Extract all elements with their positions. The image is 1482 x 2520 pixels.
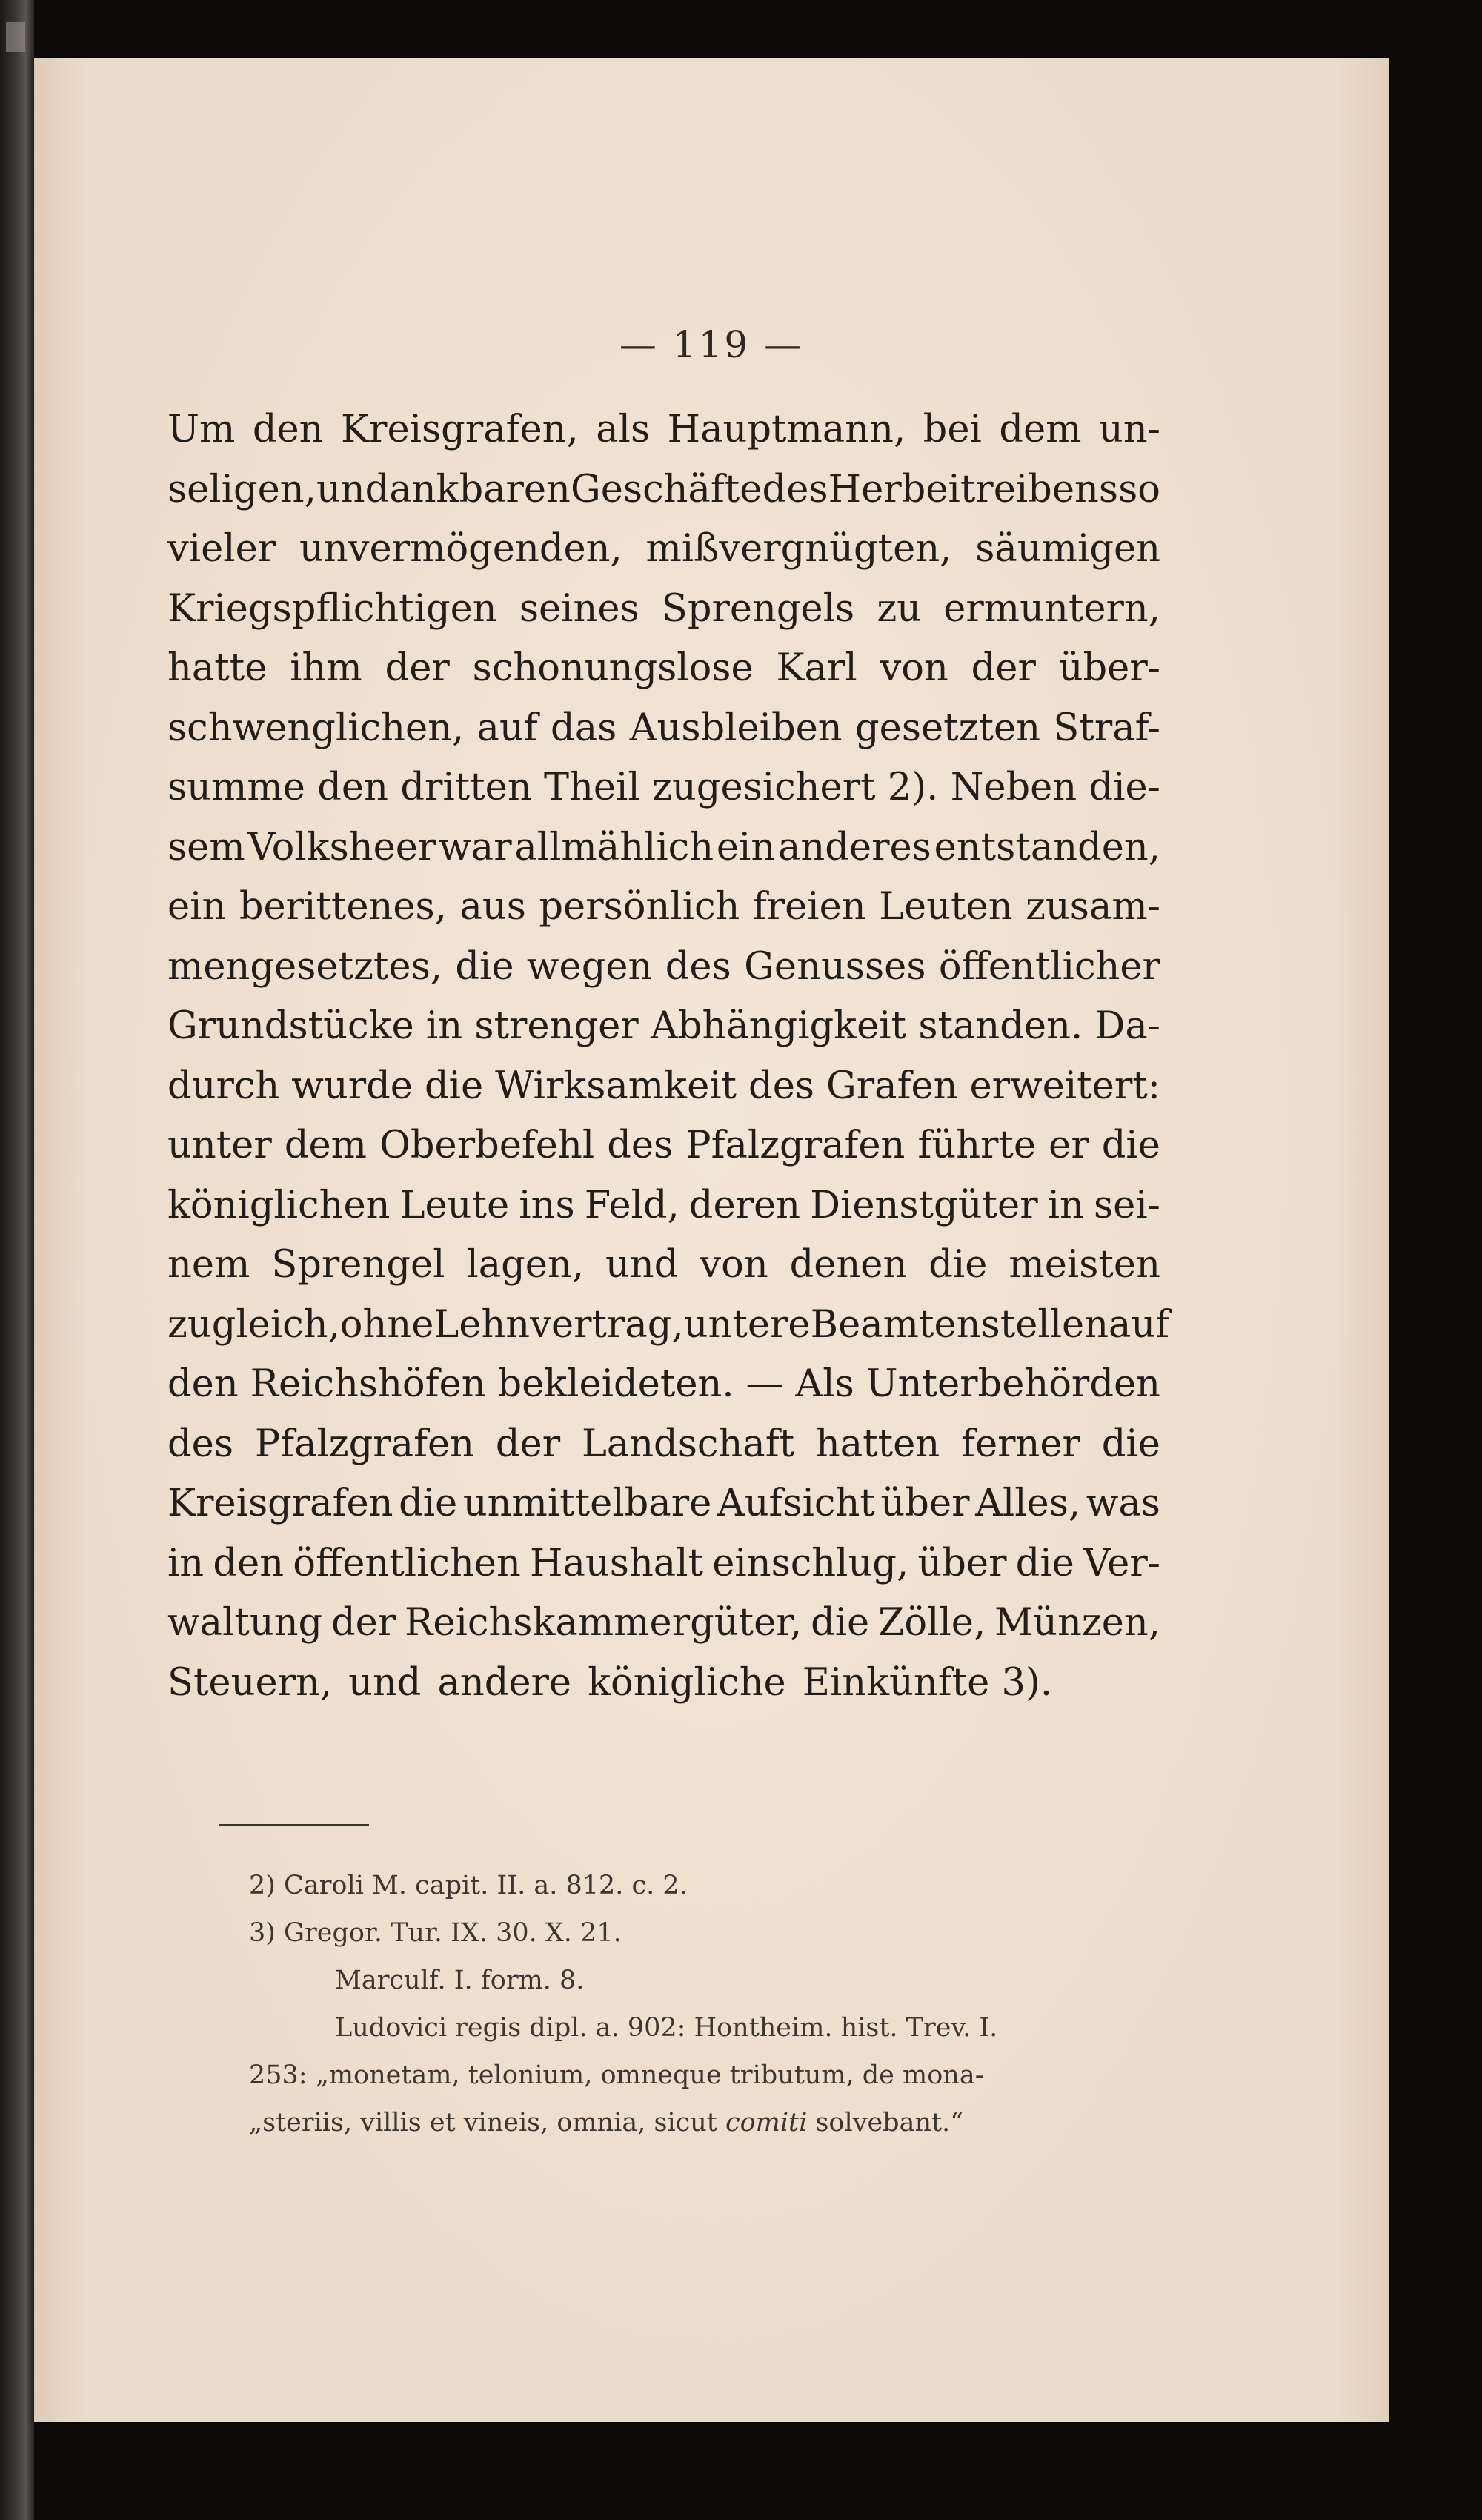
word: des	[167, 1422, 234, 1466]
word: anderes	[778, 825, 931, 869]
text-line	[167, 520, 1160, 580]
text-line	[167, 758, 1160, 818]
word: mißvergnügten,	[645, 527, 952, 571]
word: Ver-	[1083, 1541, 1160, 1585]
word: königliche	[588, 1660, 786, 1705]
text-line	[167, 460, 1160, 520]
text-line	[167, 1594, 1160, 1654]
text-line	[167, 1474, 1160, 1534]
word: den	[213, 1541, 285, 1585]
word: entstanden,	[934, 825, 1160, 869]
word: Wirksamkeit	[495, 1064, 737, 1108]
word: berittenes,	[239, 885, 447, 929]
footnote-3-line-1: 3) Gregor. Tur. IX. 30. X. 21.	[249, 1918, 622, 1948]
word: der	[971, 646, 1036, 690]
word: unter	[167, 1124, 272, 1167]
word: Sprengels	[661, 586, 855, 631]
word: Pfalzgrafen	[254, 1422, 474, 1466]
footnote-3-line-5-end: solvebant.“	[815, 2108, 964, 2138]
word: Feld,	[584, 1183, 679, 1227]
word: die	[928, 1243, 988, 1287]
text-line	[167, 580, 1160, 640]
word: Kreisgrafen,	[341, 408, 579, 451]
word: die	[1101, 1422, 1160, 1466]
word: schonungslose	[472, 646, 754, 690]
word: schwenglichen,	[167, 706, 465, 750]
text-line	[167, 400, 1160, 460]
book-spine-edge	[0, 0, 34, 2520]
word: des	[748, 1064, 815, 1108]
footnote-2: 2) Caroli M. capit. II. a. 812. c. 2.	[249, 1871, 688, 1900]
word: bei	[923, 408, 982, 451]
word: bekleideten.	[497, 1362, 734, 1406]
word: Haushalt	[530, 1541, 704, 1585]
word: zu	[877, 586, 922, 631]
word: den	[167, 1362, 239, 1406]
word: in	[1047, 1183, 1084, 1227]
book-page	[34, 58, 1389, 2422]
text-line	[167, 818, 1160, 878]
word: Abhängigkeit	[650, 1004, 907, 1048]
word: ohne	[339, 1302, 434, 1347]
word: Zölle,	[878, 1601, 986, 1645]
word: auf	[1109, 1302, 1170, 1347]
word: des	[762, 467, 828, 511]
text-line	[167, 639, 1160, 699]
word: lagen,	[466, 1243, 585, 1287]
word: so	[1118, 467, 1160, 511]
word: unmittelbare	[462, 1482, 712, 1525]
word: Straf-	[1053, 706, 1160, 750]
word: Als	[795, 1362, 854, 1406]
word: was	[1086, 1482, 1160, 1525]
word: des	[665, 944, 731, 989]
text-line	[167, 1654, 1160, 1714]
word: un-	[1099, 408, 1160, 451]
word: führte	[917, 1124, 1037, 1167]
text-line	[167, 1057, 1160, 1117]
word: summe	[167, 766, 305, 809]
word: Sprengel	[271, 1243, 445, 1287]
word: der	[385, 646, 450, 690]
word: deren	[688, 1183, 801, 1227]
word: aus	[459, 885, 526, 929]
text-line	[167, 1296, 1170, 1356]
word: ein	[716, 825, 776, 869]
word: die	[811, 1601, 870, 1645]
text-line	[167, 699, 1160, 759]
word: Reichshöfen	[250, 1362, 486, 1406]
word: Oberbefehl	[379, 1124, 595, 1167]
word: —	[745, 1362, 784, 1406]
word: unvermögenden,	[299, 527, 622, 571]
text-line	[167, 997, 1160, 1057]
word: sem	[167, 825, 245, 869]
word: der	[331, 1601, 396, 1645]
word: Da-	[1094, 1004, 1160, 1048]
word: dem	[284, 1124, 368, 1167]
text-line	[167, 1355, 1160, 1415]
word: öffentlichen	[293, 1541, 521, 1585]
word: dem	[999, 408, 1082, 451]
word: in	[425, 1004, 463, 1048]
word: waltung	[167, 1601, 323, 1645]
word: Landschaft	[581, 1422, 795, 1466]
word: königlichen	[167, 1183, 391, 1227]
word: Grafen	[826, 1064, 958, 1108]
word: ins	[519, 1183, 575, 1227]
word: Leuten	[879, 885, 1013, 929]
word: die	[455, 944, 514, 989]
word: von	[700, 1243, 768, 1287]
word: Alles,	[975, 1482, 1081, 1525]
word: persönlich	[539, 885, 740, 929]
word: hatten	[815, 1422, 940, 1466]
word: wurde	[291, 1064, 413, 1108]
word: Genusses	[744, 944, 926, 989]
word: allmählich	[514, 825, 714, 869]
word: auf	[476, 706, 538, 750]
footnotes	[249, 1862, 1175, 2146]
word: Einkünfte 3).	[802, 1660, 1053, 1705]
word: die	[1101, 1124, 1160, 1167]
word: denen	[789, 1243, 908, 1287]
word: erweitert:	[969, 1064, 1160, 1108]
word: Münzen,	[994, 1601, 1160, 1645]
text-line	[167, 1176, 1160, 1236]
text-line	[167, 878, 1160, 938]
word: untere	[683, 1302, 811, 1347]
word: Steuern,	[167, 1660, 333, 1705]
word: das	[551, 706, 617, 750]
word: säumigen	[975, 527, 1160, 571]
word: öffentlicher	[938, 944, 1160, 989]
footnote-3-line-5	[249, 2099, 1175, 2146]
word: die	[424, 1064, 484, 1108]
word: Leute	[399, 1183, 510, 1227]
page-number: — 119 —	[619, 323, 804, 366]
word: andere	[437, 1660, 572, 1705]
word: Karl	[776, 646, 857, 690]
text-line	[167, 1534, 1160, 1594]
word: zugesichert 2).	[652, 766, 939, 809]
word: des	[607, 1124, 674, 1167]
word: und	[605, 1243, 679, 1287]
body-text	[167, 400, 1170, 1713]
footnote-3-line-2: Marculf. I. form. 8.	[335, 1966, 585, 1995]
word: ihm	[290, 646, 362, 690]
word: hatte	[167, 646, 268, 690]
text-line	[167, 1415, 1160, 1475]
word: zusam-	[1026, 885, 1160, 929]
word: und	[348, 1660, 422, 1705]
word: Herbeitreibens	[828, 467, 1119, 511]
word: einschlug,	[712, 1541, 909, 1585]
word: Theil	[544, 766, 640, 809]
word: die-	[1089, 766, 1160, 809]
spine-highlight	[6, 22, 25, 52]
word: standen.	[918, 1004, 1083, 1048]
word: Volksheer	[247, 825, 436, 869]
word: den	[317, 766, 388, 809]
word: über	[880, 1482, 970, 1525]
word: vieler	[167, 527, 276, 571]
text-line	[167, 1236, 1160, 1296]
word: durch	[167, 1064, 280, 1108]
word: Ausbleiben	[629, 706, 843, 750]
word: von	[880, 646, 948, 690]
word: ermuntern,	[943, 586, 1160, 631]
word: Lehnvertrag,	[433, 1302, 684, 1347]
word: der	[495, 1422, 561, 1466]
word: über-	[1058, 646, 1160, 690]
word: ferner	[961, 1422, 1080, 1466]
word: seines	[519, 586, 639, 631]
word: Um	[167, 408, 236, 451]
word: Pfalzgrafen	[685, 1124, 906, 1167]
word: undankbaren	[316, 467, 571, 511]
word: in	[167, 1541, 205, 1585]
word: er	[1049, 1124, 1089, 1167]
text-line	[167, 938, 1160, 998]
word: meisten	[1009, 1243, 1160, 1287]
word: als	[596, 408, 651, 451]
word: Unterbehörden	[865, 1362, 1160, 1406]
word: nem	[167, 1243, 250, 1287]
word: gesetzten	[854, 706, 1041, 750]
word: ein	[167, 885, 227, 929]
word: Hauptmann,	[667, 408, 906, 451]
word: den	[252, 408, 324, 451]
word: sei-	[1094, 1183, 1160, 1227]
word: war	[439, 825, 512, 869]
word: freien	[752, 885, 866, 929]
word: Reichskammergüter,	[405, 1601, 803, 1645]
word: zugleich,	[167, 1302, 340, 1347]
footnote-3-line-4: 253: „monetam, telonium, omneque tributum, de mona-	[249, 2060, 984, 2090]
word: strenger	[474, 1004, 639, 1048]
word: über	[917, 1541, 1007, 1585]
word: Geschäfte	[571, 467, 762, 511]
footnote-3-line-3: Ludovici regis dipl. a. 902: Hontheim. hist. Trev. I.	[335, 2013, 998, 2043]
word: Kriegspflichtigen	[167, 586, 497, 631]
word: Dienstgüter	[810, 1183, 1038, 1227]
footnote-3-line-5-text: „steriis, villis et vineis, omnia, sicut	[249, 2108, 717, 2138]
word: Neben	[950, 766, 1077, 809]
footnote-3-line-5-italic: comiti	[725, 2108, 808, 2138]
word: Kreisgrafen	[167, 1482, 393, 1525]
text-line	[167, 1116, 1160, 1176]
word: dritten	[400, 766, 532, 809]
word: wegen	[526, 944, 653, 989]
word: Beamtenstellen	[810, 1302, 1109, 1347]
word: mengesetztes,	[167, 944, 442, 989]
word: Grundstücke	[167, 1004, 414, 1048]
word: die	[1015, 1541, 1074, 1585]
word: seligen,	[167, 467, 316, 511]
word: Aufsicht	[717, 1482, 875, 1525]
word: die	[399, 1482, 458, 1525]
footnote-rule	[219, 1824, 369, 1826]
